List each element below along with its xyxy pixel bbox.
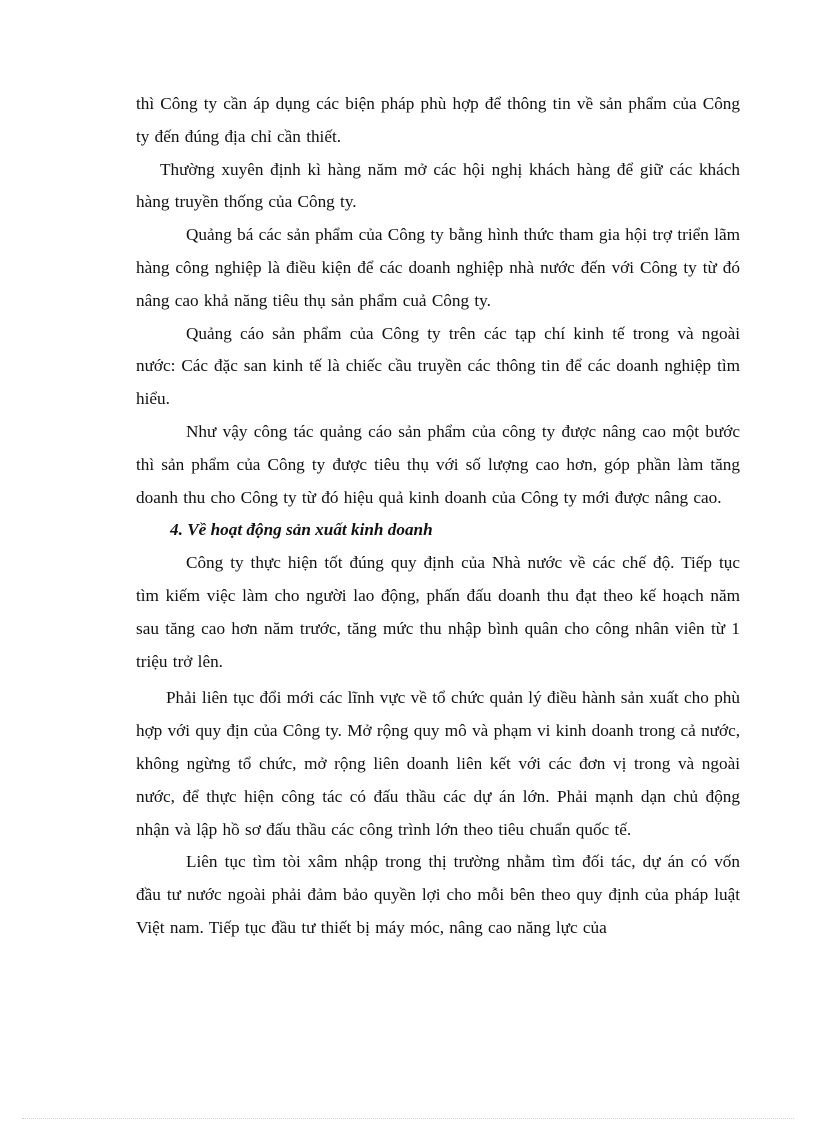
paragraph: thì Công ty cần áp dụng các biện pháp phù hợp để thông tin về sản phẩm của Công ty đến đúng địa chỉ cần thiết. xyxy=(136,94,740,146)
paragraph: Như vậy công tác quảng cáo sản phẩm của công ty được nâng cao một bước thì sản phẩm của Công ty được tiêu thụ với số lượng cao hơn, góp phần làm tăng doanh thu cho Công ty từ đó hiệu quả kinh doanh của Công ty mới được nâng cao. xyxy=(136,421,740,507)
page-bottom-divider xyxy=(22,1118,794,1119)
document-page xyxy=(136,88,740,945)
paragraph: Quảng bá các sản phẩm của Công ty bằng hình thức tham gia hội trợ triển lãm hàng công nghiệp là điều kiện để các doanh nghiệp nhà nước đến với Công ty từ đó nâng cao khả năng tiêu thụ sản phẩm cuả Công ty. xyxy=(136,225,740,310)
paragraph: Công ty thực hiện tốt đúng quy định của Nhà nước về các chế độ. Tiếp tục tìm kiếm việc làm cho người lao động, phấn đấu doanh thu đạt theo kế hoạch năm sau tăng cao hơn năm trước, tăng mức thu nhập bình quân cho công nhân viên từ 1 triệu trở lên. xyxy=(136,553,740,671)
paragraph: Phải liên tục đổi mới các lĩnh vực về tổ chức quản lý điều hành sản xuất cho phù hợp với quy địn của Công ty. Mở rộng quy mô và phạm vi kinh doanh trong cả nước, không ngừng tổ chức, mở rộng liên doanh liên kết với các đơn vị trong và ngoài nước, để thực hiện công tác có đấu thầu các dự án lớn. Phải mạnh dạn chủ động nhận và lập hồ sơ đấu thầu các công trình lớn theo tiêu chuẩn quốc tế. xyxy=(136,688,740,839)
section-heading: 4. Về hoạt động sản xuất kinh doanh xyxy=(170,520,433,540)
paragraph: Liên tục tìm tòi xâm nhập trong thị trường nhằm tìm đối tác, dự án có vốn đầu tư nước ngoài phải đảm bảo quyền lợi cho mỗi bên theo quy định của pháp luật Việt nam. Tiếp tục đầu tư thiết bị máy móc, nâng cao năng lực của xyxy=(136,852,740,937)
paragraph: Quảng cáo sản phẩm của Công ty trên các tạp chí kinh tế trong và ngoài nước: Các đặc san kinh tế là chiếc cầu truyền các thông tin để các doanh nghiệp tìm hiểu. xyxy=(136,323,740,409)
paragraph: Thường xuyên định kì hàng năm mở các hội nghị khách hàng để giữ các khách hàng truyền thống của Công ty. xyxy=(136,159,740,212)
